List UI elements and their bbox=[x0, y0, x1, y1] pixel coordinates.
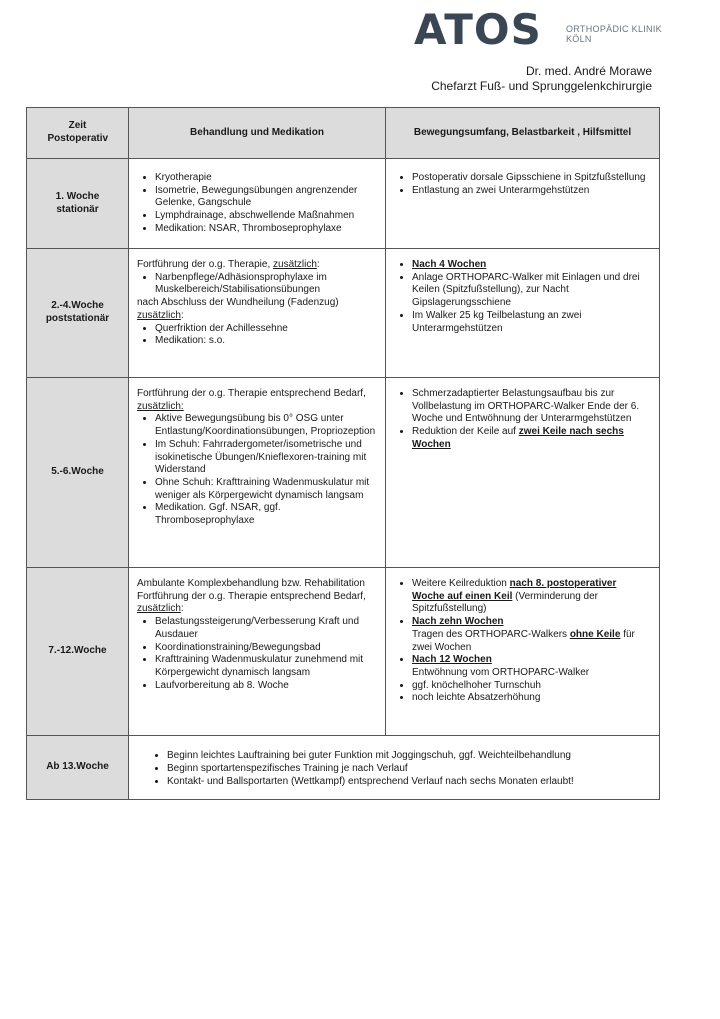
row-treatment bbox=[129, 568, 386, 736]
list-item: • noch leichte Absatzerhöhung bbox=[412, 692, 651, 705]
row-treatment-wide bbox=[129, 736, 660, 800]
list-item: • Laufvorbereitung ab 8. Woche bbox=[155, 680, 377, 693]
list-item: • Medikation: NSAR, Thromboseprophylaxe bbox=[155, 223, 377, 236]
header-movement: Bewegungsumfang, Belastbarkeit , Hilfsmittel bbox=[386, 108, 660, 159]
text-line: Fortführung der o.g. Therapie, zusätzlich: bbox=[137, 259, 320, 270]
table-row bbox=[27, 378, 660, 568]
header-treatment: Behandlung und Medikation bbox=[129, 108, 386, 159]
rehab-schedule-table bbox=[26, 107, 660, 800]
list-item: • Kontakt- und Ballsportarten (Wettkampf) entsprechend Verlauf nach sechs Monaten erlaubt! bbox=[167, 776, 651, 789]
list-item: • Entlastung an zwei Unterarmgehstützen bbox=[412, 185, 651, 198]
row-time: 2.-4.Woche poststationär bbox=[27, 249, 129, 378]
table-row bbox=[27, 736, 660, 800]
text-line: Ambulante Komplexbehandlung bzw. Rehabilitation bbox=[137, 578, 365, 589]
list-item: • Weitere Keilreduktion nach 8. postoperativer Woche auf einen Keil (Verminderung der Spitzfußstellung) bbox=[412, 578, 651, 616]
list-item: • Medikation. Ggf. NSAR, ggf. Thromboseprophylaxe bbox=[155, 502, 377, 527]
list-item: • Im Schuh: Fahrradergometer/isometrische und isokinetische Übungen/Knieflexoren-training mit Widerstand bbox=[155, 439, 377, 477]
row-movement bbox=[386, 568, 660, 736]
list-item: • Postoperativ dorsale Gipsschiene in Spitzfußstellung bbox=[412, 172, 651, 185]
doctor-header bbox=[431, 64, 652, 94]
table-row bbox=[27, 568, 660, 736]
list-item: • ggf. knöchelhoher Turnschuh bbox=[412, 680, 651, 693]
logo-subtitle-line1: ORTHOPÄDIC KLINIK bbox=[566, 24, 662, 34]
table-row bbox=[27, 159, 660, 249]
table-row bbox=[27, 249, 660, 378]
row-time: 5.-6.Woche bbox=[27, 378, 129, 568]
header-time: Zeit Postoperativ bbox=[27, 108, 129, 159]
list-item: • Koordinationstraining/Bewegungsbad bbox=[155, 642, 377, 655]
row-treatment bbox=[129, 249, 386, 378]
logo-subtitle-line2: KÖLN bbox=[566, 34, 592, 44]
list-item: • Anlage ORTHOPARC-Walker mit Einlagen und drei Keilen (Spitzfußstellung), zur Nacht Gipslagerungsschiene bbox=[412, 272, 651, 310]
list-item: • Nach 12 Wochen Entwöhnung vom ORTHOPARC-Walker bbox=[412, 654, 651, 679]
logo-wordmark: ATOS bbox=[414, 5, 542, 54]
list-item: • Beginn sportartenspezifisches Training je nach Verlauf bbox=[167, 763, 651, 776]
list-item: • Medikation: s.o. bbox=[155, 335, 377, 348]
row-movement bbox=[386, 159, 660, 249]
list-item: • Ohne Schuh: Krafttraining Wadenmuskulatur mit weniger als Körpergewicht dynamisch langsam bbox=[155, 477, 377, 502]
list-item: • Krafttraining Wadenmuskulatur zunehmend mit Körpergewicht dynamisch langsam bbox=[155, 654, 377, 679]
list-item: • Nach zehn Wochen Tragen des ORTHOPARC-Walkers ohne Keile für zwei Wochen bbox=[412, 616, 651, 654]
list-item: • Reduktion der Keile auf zwei Keile nach sechs Wochen bbox=[412, 426, 651, 451]
list-item: • Querfriktion der Achillessehne bbox=[155, 323, 377, 336]
row-treatment bbox=[129, 378, 386, 568]
list-item: • Narbenpflege/Adhäsionsprophylaxe im Muskelbereich/Stabilisationsübungen bbox=[155, 272, 377, 297]
list-item: • Belastungssteigerung/Verbesserung Kraft und Ausdauer bbox=[155, 616, 377, 641]
row-movement bbox=[386, 378, 660, 568]
text-line: Fortführung der o.g. Therapie entsprechend Bedarf, bbox=[137, 590, 366, 602]
list-item: • Aktive Bewegungsübung bis 0° OSG unter Entlastung/Koordinationsübungen, Propriozeption bbox=[155, 413, 377, 438]
row-time: Ab 13.Woche bbox=[27, 736, 129, 800]
list-item: • Lymphdrainage, abschwellende Maßnahmen bbox=[155, 210, 377, 223]
list-item: • Im Walker 25 kg Teilbelastung an zwei Unterarmgehstützen bbox=[412, 310, 651, 335]
doctor-position: Chefarzt Fuß- und Sprunggelenkchirurgie bbox=[431, 79, 652, 93]
row-movement bbox=[386, 249, 660, 378]
text-line: Fortführung der o.g. Therapie entsprechend Bedarf, zusätzlich: bbox=[137, 388, 366, 412]
doctor-name: Dr. med. André Morawe bbox=[525, 64, 652, 78]
row-treatment bbox=[129, 159, 386, 249]
list-item: • Schmerzadaptierter Belastungsaufbau bis zur Vollbelastung im ORTHOPARC-Walker Ende der 6. Woche und Entwöhnung der Unterarmgehstützen bbox=[412, 388, 651, 426]
list-item: • Kryotherapie bbox=[155, 172, 377, 185]
text-line: nach Abschluss der Wundheilung (Fadenzug) bbox=[137, 297, 339, 309]
text-line: zusätzlich: bbox=[137, 309, 184, 321]
row-time: 7.-12.Woche bbox=[27, 568, 129, 736]
table-header-row bbox=[27, 108, 660, 159]
text-line: zusätzlich: bbox=[137, 603, 184, 615]
list-item: • Isometrie, Bewegungsübungen angrenzender Gelenke, Gangschule bbox=[155, 185, 377, 210]
atos-logo bbox=[414, 5, 662, 54]
list-item: • Beginn leichtes Lauftraining bei guter Funktion mit Joggingschuh, ggf. Weichteilbehandlung bbox=[167, 750, 651, 763]
logo-subtitle bbox=[566, 24, 662, 44]
list-item: • Nach 4 Wochen bbox=[412, 259, 651, 272]
row-time: 1. Woche stationär bbox=[27, 159, 129, 249]
